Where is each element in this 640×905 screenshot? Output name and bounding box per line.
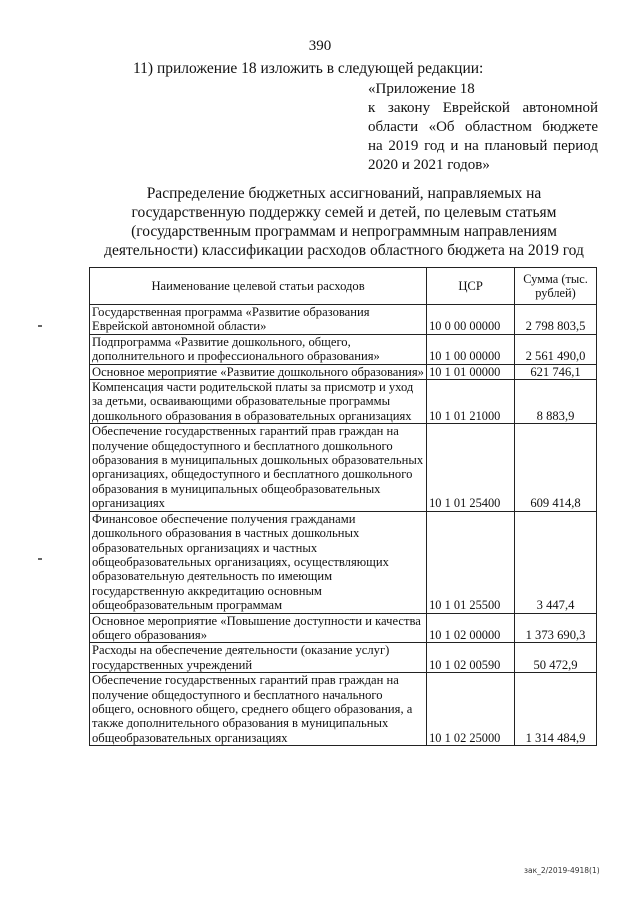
row-sum: 2 798 803,5 [515,305,597,335]
row-code: 10 1 02 00000 [427,613,515,643]
row-name: Государственная программа «Развитие образования Еврейской автономной области» [90,305,427,335]
row-name: Компенсация части родительской платы за присмотр и уход за детьми, осваивающими образовательные программы дошкольного образования в образовательных организациях [90,380,427,424]
appendix-line: «Приложение 18 [368,81,475,97]
table-header-row [90,268,597,305]
row-sum: 1 373 690,3 [515,613,597,643]
row-sum: 2 561 490,0 [515,334,597,364]
page-number: 390 [308,38,332,54]
margin-mark [38,325,42,327]
table-row [90,364,597,379]
appendix-header [368,80,598,175]
table-row [90,643,597,673]
row-sum: 8 883,9 [515,380,597,424]
row-code: 10 1 01 25500 [427,511,515,613]
row-code: 10 0 00 00000 [427,305,515,335]
budget-table [89,267,597,746]
table-row [90,424,597,511]
amendment-intro: 11) приложение 18 изложить в следующей редакции: [133,60,484,77]
table-row [90,305,597,335]
table-row [90,673,597,746]
table-row [90,380,597,424]
row-code: 10 1 02 25000 [427,673,515,746]
table-row [90,511,597,613]
table-row [90,334,597,364]
column-header-sum: Сумма (тыс. рублей) [515,268,597,305]
column-header-name: Наименование целевой статьи расходов [90,268,427,305]
row-code: 10 1 02 00590 [427,643,515,673]
column-header-code: ЦСР [427,268,515,305]
row-sum: 50 472,9 [515,643,597,673]
row-name: Подпрограмма «Развитие дошкольного, общего, дополнительного и профессионального образования» [90,334,427,364]
row-name: Основное мероприятие «Повышение доступности и качества общего образования» [90,613,427,643]
appendix-line: к закону Еврейской автономной [368,100,598,116]
row-name: Обеспечение государственных гарантий прав граждан на получение общедоступного и бесплатного начального общего, основного общего, среднего общего образования, а также дополнительного образования в муниципальных общеобразовательных организациях [90,673,427,746]
row-name: Обеспечение государственных гарантий прав граждан на получение общедоступного и бесплатного дошкольного образования в муниципальных дошкольных образовательных организациях, общедоступного и бесплатного дошкольного образования в муниципальных общеобразовательных организациях [90,424,427,511]
row-sum: 1 314 484,9 [515,673,597,746]
row-code: 10 1 01 21000 [427,380,515,424]
appendix-line: на 2019 год и на плановый период [368,138,598,154]
row-name: Расходы на обеспечение деятельности (оказание услуг) государственных учреждений [90,643,427,673]
row-name: Основное мероприятие «Развитие дошкольного образования» [90,364,427,379]
row-code: 10 1 01 25400 [427,424,515,511]
document-title: Распределение бюджетных ассигнований, направляемых на государственную поддержку семей и детей, по целевым статьям (государственным программам и непрограммным направлениям деятельности) классификации расходов областного бюджета на 2019 год [104,185,584,259]
row-sum: 3 447,4 [515,511,597,613]
row-sum: 621 746,1 [515,364,597,379]
table-row [90,613,597,643]
appendix-line: 2020 и 2021 годов» [368,157,490,173]
row-sum: 609 414,8 [515,424,597,511]
row-name: Финансовое обеспечение получения гражданами дошкольного образования в частных дошкольных образовательных организациях и частных общеобразовательных организациях, осуществляющих образовательную деятельность по имеющим государственную аккредитацию основным общеобразовательным программам [90,511,427,613]
margin-mark [38,558,42,560]
row-code: 10 1 01 00000 [427,364,515,379]
row-code: 10 1 00 00000 [427,334,515,364]
appendix-line: области «Об областном бюджете [368,119,598,135]
document-code: зак_2/2019-4918(1) [524,866,600,875]
